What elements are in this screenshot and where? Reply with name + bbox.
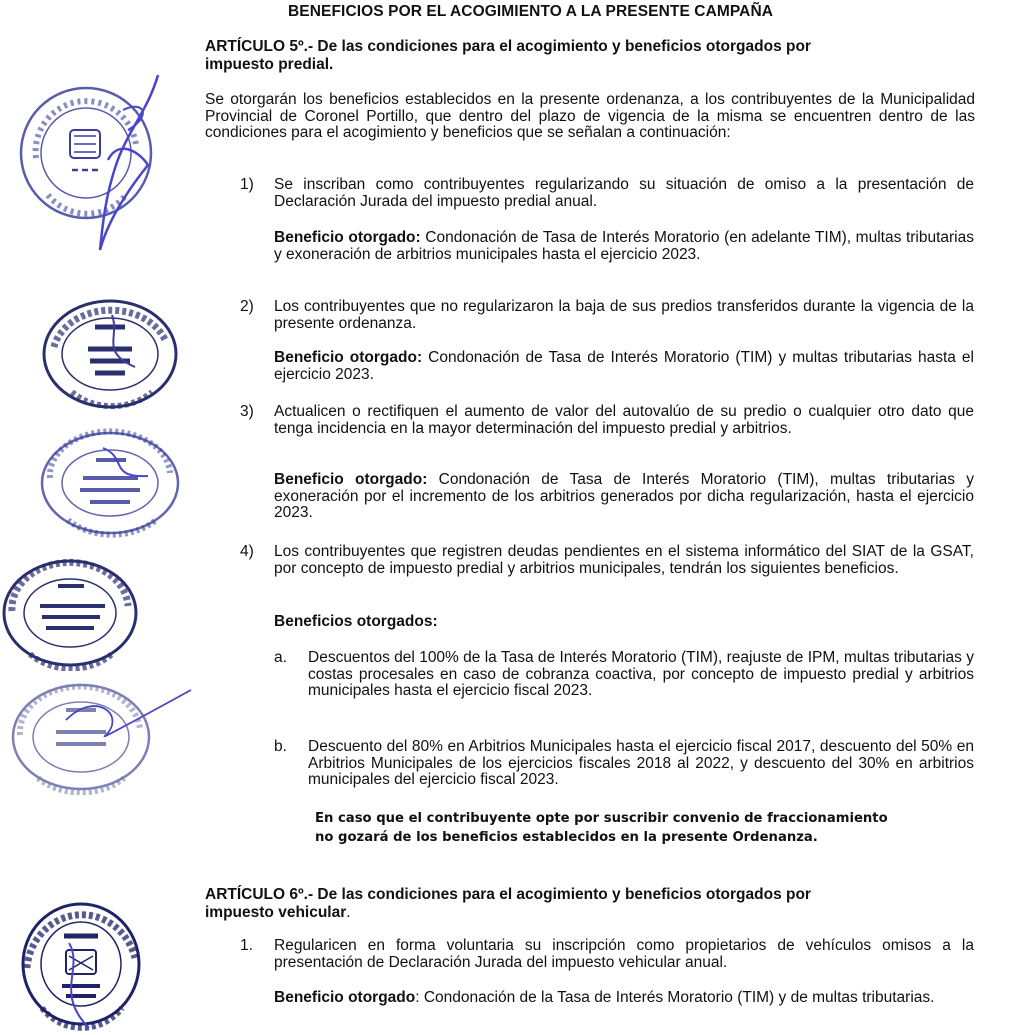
article-5-title bbox=[205, 38, 995, 74]
article-5-title-line2: impuesto predial. bbox=[205, 56, 334, 73]
article-6-title-line2-rest: . bbox=[346, 904, 351, 921]
item-2-benefit bbox=[274, 350, 974, 383]
item-4-text: Los contribuyentes que registren deudas pendientes en el sistema informático del SIAT de la GSAT, por concepto de impuesto predial y arbitrios municipales, tendrán los siguientes beneficios. bbox=[274, 543, 974, 577]
page-heading: BENEFICIOS POR EL ACOGIMIENTO A LA PRESENTE CAMPAÑA bbox=[288, 3, 774, 20]
item-4-benefit-label: Beneficios otorgados: bbox=[274, 613, 438, 630]
art6-item-1-text: Regularicen en forma voluntaria su inscripción como propietarios de vehículos omisos a la presentación de Declaración Jurada del impuesto vehicular anual. bbox=[274, 937, 974, 971]
item-3-benefit-label: Beneficio otorgado: bbox=[274, 471, 428, 488]
fractioning-note-line2: no gozará de los beneficios establecidos en la presente Ordenanza. bbox=[315, 830, 818, 845]
alcaldia-stamp bbox=[14, 898, 154, 1033]
item-3-text: Actualicen o rectifiquen el aumento de valor del autovalúo de su predio o cualquier otro dato que tenga incidencia en la mayor determinación del impuesto predial y arbitrios. bbox=[274, 403, 974, 437]
gsat-stamp bbox=[0, 556, 140, 671]
sub-item-b-letter: b. bbox=[274, 738, 287, 755]
item-1-benefit-text: Condonación de Tasa de Interés Moratorio (en adelante TIM), multas tributarias y exoneración de arbitrios municipales hasta el ejercicio 2023. bbox=[274, 229, 974, 263]
gerencia-municipal-stamp bbox=[6, 680, 196, 795]
item-3-benefit bbox=[274, 472, 974, 522]
item-2-benefit-text: Condonación de Tasa de Interés Moratorio (TIM) y multas tributarias hasta el ejercicio 2023. bbox=[274, 349, 974, 383]
sub-item-b-text: Descuento del 80% en Arbitrios Municipales hasta el ejercicio fiscal 2017, descuento del 50% en Arbitrios Municipales de los ejercicios fiscales 2018 al 2022, y descuento del 30% en arbitrios municipales del ejercicio fiscal 2023. bbox=[308, 738, 974, 789]
art6-item-1-benefit-text: : Condonación de la Tasa de Interés Moratorio (TIM) y de multas tributarias. bbox=[415, 989, 935, 1006]
item-3-number: 3) bbox=[240, 403, 254, 420]
sub-item-a-letter: a. bbox=[274, 649, 287, 666]
asesoria-juridica-stamp bbox=[40, 297, 180, 412]
article-6-title-line1: ARTÍCULO 6º.- De las condiciones para el acogimiento y beneficios otorgados por bbox=[205, 886, 811, 903]
fractioning-note-line1: En caso que el contribuyente opte por suscribir convenio de fraccionamiento bbox=[315, 811, 888, 826]
fiscalizacion-tributaria-stamp bbox=[38, 428, 183, 538]
sub-item-a-text: Descuentos del 100% de la Tasa de Interés Moratorio (TIM), reajuste de IPM, multas tributarias y costas procesales en caso de cobranza coactiva, por concepto de impuesto predial y arbitrios municipales hasta el ejercicio fiscal 2023. bbox=[308, 649, 974, 700]
item-1-benefit-label: Beneficio otorgado: bbox=[274, 229, 421, 246]
gsg-seal-stamp bbox=[8, 70, 183, 260]
art6-item-1-number: 1. bbox=[240, 937, 253, 954]
item-4-benefit bbox=[274, 614, 974, 631]
article-6-title bbox=[205, 886, 995, 922]
fractioning-note bbox=[315, 809, 995, 847]
article-6-title-line2-bold: impuesto vehicular bbox=[205, 904, 347, 921]
item-3-benefit-text: Condonación de Tasa de Interés Moratorio (TIM), multas tributarias y exoneración por el incremento de los arbitrios generados por dicha regularización, hasta el ejercicio 2023. bbox=[274, 471, 974, 522]
item-1-benefit bbox=[274, 230, 974, 263]
article-6-title-line2 bbox=[205, 904, 995, 922]
article-5-title-line1: ARTÍCULO 5º.- De las condiciones para el acogimiento y beneficios otorgados por bbox=[205, 38, 811, 55]
item-4-number: 4) bbox=[240, 543, 254, 560]
article-5-intro: Se otorgarán los beneficios establecidos en la presente ordenanza, a los contribuyentes de la Municipalidad Provincial de Coronel Portillo, que dentro del plazo de vigencia de la misma se encuentren dentro de las condiciones para el acogimiento y beneficios que se señalan a continuación: bbox=[205, 91, 975, 142]
art6-item-1-benefit-label: Beneficio otorgado bbox=[274, 989, 416, 1006]
art6-item-1-benefit bbox=[274, 990, 974, 1007]
item-1-number: 1) bbox=[240, 176, 254, 193]
item-2-number: 2) bbox=[240, 298, 254, 315]
item-2-benefit-label: Beneficio otorgado: bbox=[274, 349, 423, 366]
item-2-text: Los contribuyentes que no regularizaron la baja de sus predios transferidos durante la vigencia de la presente ordenanza. bbox=[274, 298, 974, 332]
item-1-text: Se inscriban como contribuyentes regularizando su situación de omiso a la presentación de Declaración Jurada del impuesto predial anual. bbox=[274, 176, 974, 210]
